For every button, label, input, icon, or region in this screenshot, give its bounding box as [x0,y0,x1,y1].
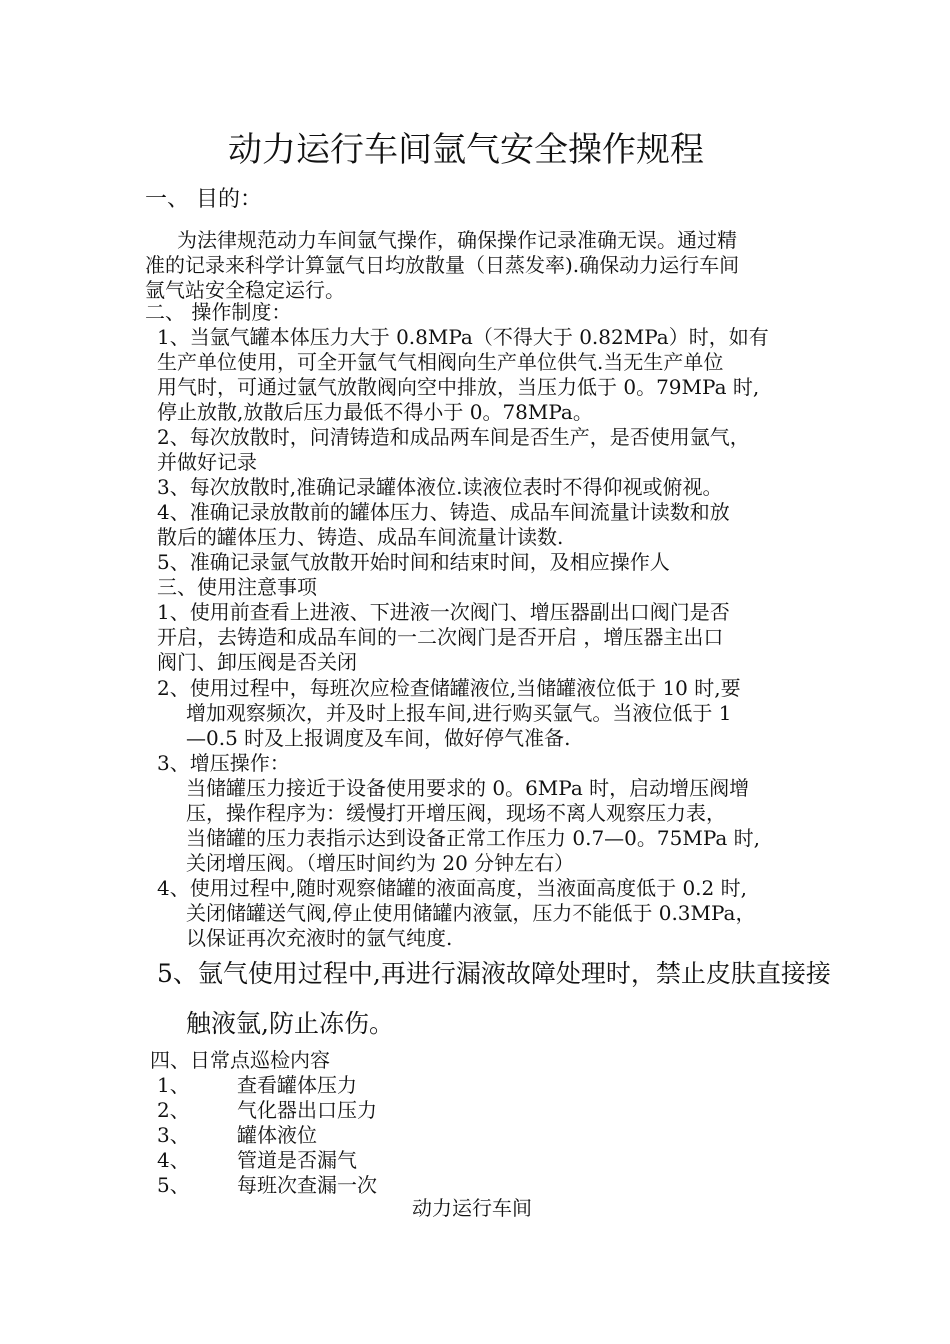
section-2-line: 散后的罐体压力、铸造、成品车间流量计读数. [157,525,564,549]
checklist-text: 气化器出口压力 [237,1098,377,1122]
checklist-text: 管道是否漏气 [237,1148,357,1172]
section-1-line: 氩气站安全稳定运行。 [145,278,345,302]
section-2-line: 1、当氩气罐本体压力大于 0.8MPa（不得大于 0.82MPa）时，如有 [157,325,769,349]
section-3-line: 压，操作程序为：缓慢打开增压阀，现场不离人观察压力表， [186,801,726,825]
checklist-number: 4、 [157,1148,190,1172]
section-3-line: 当储罐压力接近于设备使用要求的 0。6MPa 时，启动增压阀增 [186,776,750,800]
section-4-heading: 四、日常点巡检内容 [150,1048,330,1072]
checklist-number: 2、 [157,1098,190,1122]
section-2-line: 停止放散,放散后压力最低不得小于 0。78MPa。 [157,400,593,424]
checklist-item [157,1148,357,1173]
checklist-item [157,1123,317,1148]
checklist-text: 每班次查漏一次 [237,1173,377,1197]
section-2-line: 并做好记录 [157,450,257,474]
section-1-line: 准的记录来科学计算氩气日均放散量（日蒸发率).确保动力运行车间 [145,253,740,277]
checklist-item [157,1098,377,1123]
section-2-line: 用气时，可通过氩气放散阀向空中排放，当压力低于 0。79MPa 时, [157,375,760,399]
section-3-line: 2、使用过程中，每班次应检查储罐液位,当储罐液位低于 10 时,要 [157,676,741,700]
checklist-item [157,1073,357,1098]
checklist-number: 1、 [157,1073,190,1097]
section-2-line: 2、每次放散时，问清铸造和成品两车间是否生产，是否使用氩气， [157,425,750,449]
section-3-line: 关闭增压阀。（增压时间约为 20 分钟左右） [186,851,575,875]
section-2-line: 4、准确记录放散前的罐体压力、铸造、成品车间流量计读数和放 [157,500,730,524]
section-3-heading: 三、使用注意事项 [157,575,317,599]
section-3-line: —0.5 时及上报调度及车间，做好停气准备. [186,726,571,750]
section-1-line: 为法律规范动力车间氩气操作，确保操作记录准确无误。通过精 [177,228,737,252]
checklist-number: 3、 [157,1123,190,1147]
section-3-line: 增加观察频次，并及时上报车间,进行购买氩气。当液位低于 1 [186,701,732,725]
section-2-heading: 二、 操作制度： [145,300,292,324]
checklist-text: 查看罐体压力 [237,1073,357,1097]
section-3-line: 4、使用过程中,随时观察储罐的液面高度，当液面高度低于 0.2 时, [157,876,747,900]
section-2-line: 3、每次放散时,准确记录罐体液位.读液位表时不得仰视或俯视。 [157,475,723,499]
section-3-line: 3、增压操作： [157,751,290,775]
section-1-heading: 一、 目的： [145,187,262,212]
section-3-line: 阀门、卸压阀是否关闭 [157,650,357,674]
section-3-line: 当储罐的压力表指示达到设备正常工作压力 0.7—0。75MPa 时, [186,826,761,850]
section-3-line: 开启，去铸造和成品车间的一二次阀门是否开启 ，增压器主出口 [157,625,724,649]
section-2-line: 5、准确记录氩气放散开始时间和结束时间，及相应操作人 [157,550,670,574]
section-3-line: 关闭储罐送气阀,停止使用储罐内液氩，压力不能低于 0.3MPa， [186,901,756,925]
footer-signature: 动力运行车间 [412,1196,532,1220]
section-3-line: 5、氩气使用过程中,再进行漏液故障处理时，禁止皮肤直接接 [157,959,831,988]
page-title: 动力运行车间氩气安全操作规程 [228,130,704,170]
section-2-line: 生产单位使用，可全开氩气气相阀向生产单位供气.当无生产单位 [157,350,724,374]
checklist-number: 5、 [157,1173,190,1197]
section-3-line: 触液氩,防止冻伤。 [186,1009,394,1038]
section-3-line: 1、使用前查看上进液、下进液一次阀门、增压器副出口阀门是否 [157,600,730,624]
section-3-line: 以保证再次充液时的氩气纯度. [186,926,453,950]
checklist-text: 罐体液位 [237,1123,317,1147]
checklist-item [157,1173,377,1198]
